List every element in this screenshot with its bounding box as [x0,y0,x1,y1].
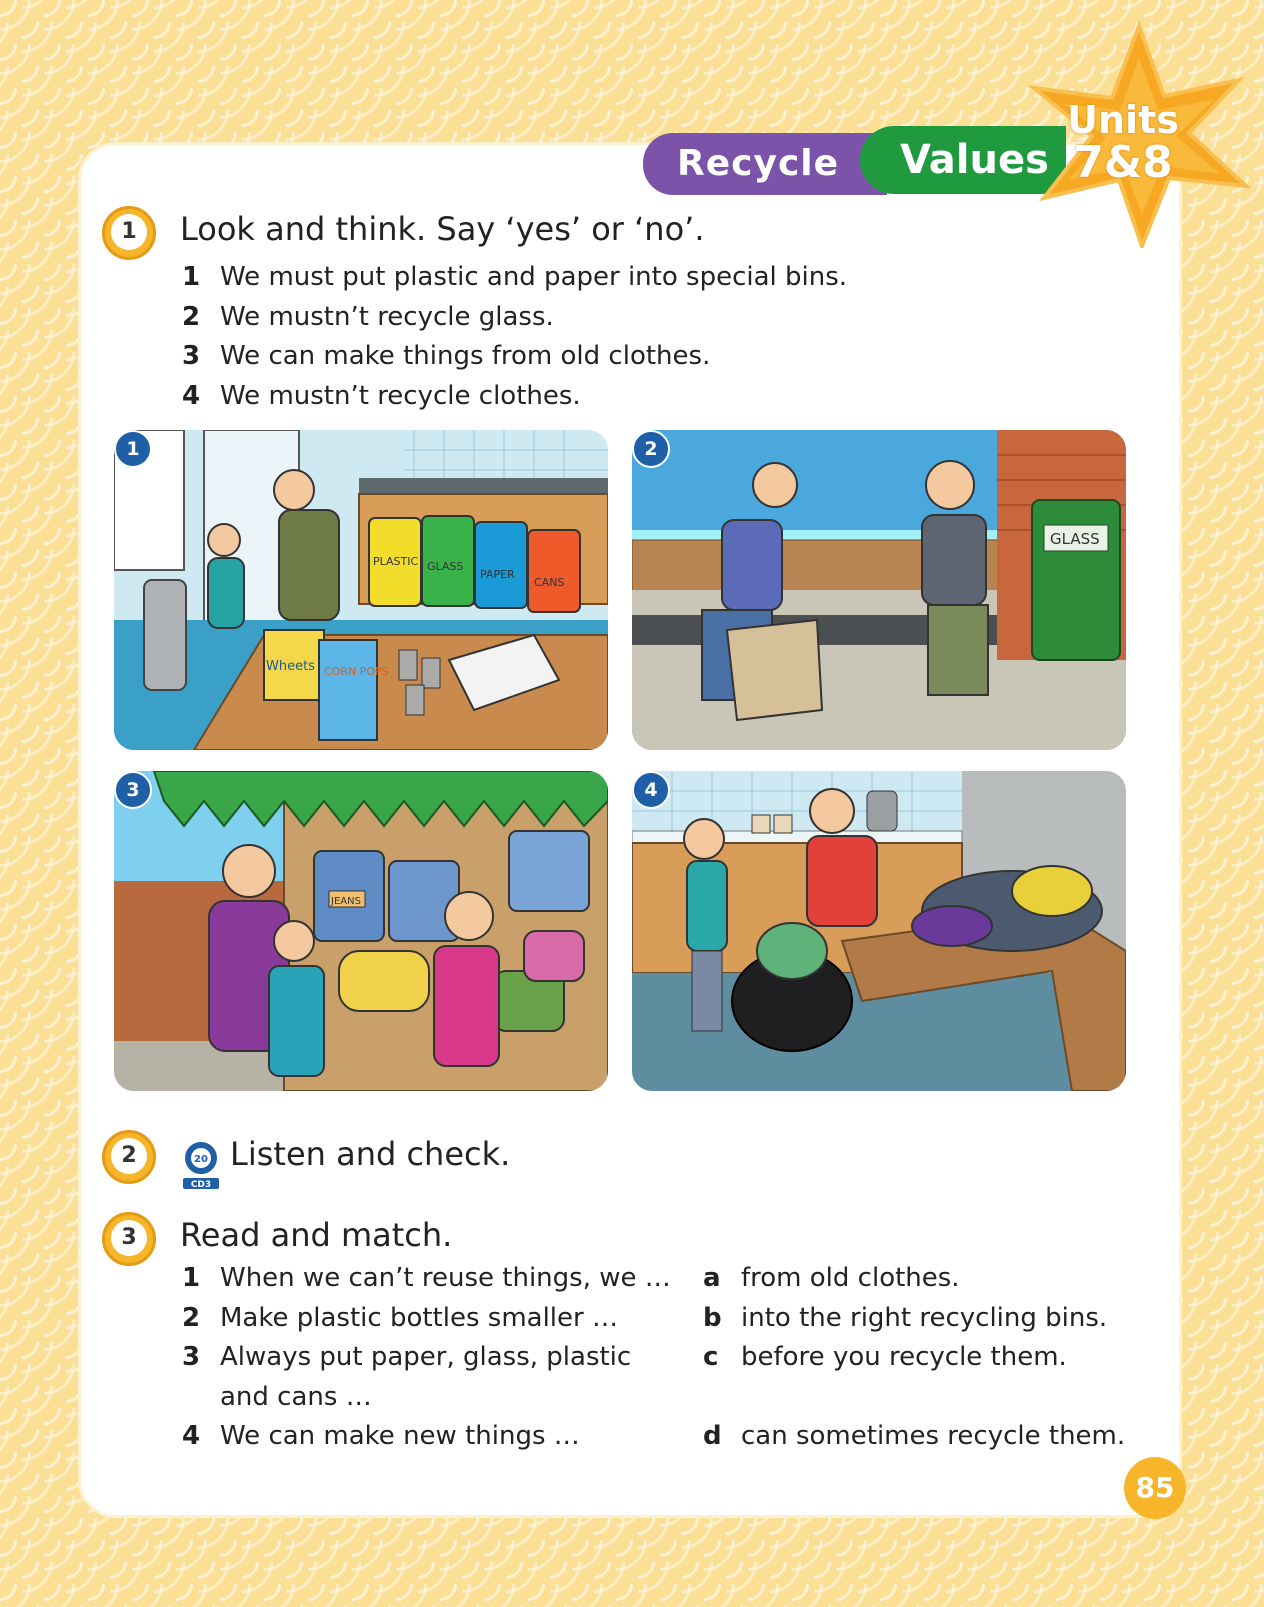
picture-3-number: 3 [114,771,152,809]
recycle-tab: Recycle [643,133,887,195]
cereal-box-label-2: CORN POPS [324,665,389,678]
picture-2-glass-bank [632,430,1126,750]
picture-3-jeans-bags [114,771,608,1091]
match-right-column [703,1259,1125,1457]
exercise-3-instruction: Read and match. [180,1216,453,1254]
bin-label-cans: CANS [534,576,565,589]
match-left-column [182,1259,671,1457]
list-item: 2 Make plastic bottles smaller … [182,1302,618,1333]
bag-tag: JEANS [331,896,361,907]
list-item: 2 We mustn’t recycle glass. [182,301,554,332]
glass-bin-label: GLASS [1050,530,1100,548]
picture-4-old-clothes [632,771,1126,1091]
page-number: 85 [1124,1457,1186,1519]
cereal-box-label-1: Wheets [266,659,315,674]
bin-label-plastic: PLASTIC [373,555,419,568]
bin-label-glass: GLASS [427,560,464,573]
list-item: c before you recycle them. [703,1342,1067,1372]
exercise-1-list [182,258,847,416]
exercise-1-instruction: Look and think. Say ‘yes’ or ‘no’. [180,210,705,248]
list-item: b into the right recycling bins. [703,1302,1108,1333]
picture-2-number: 2 [632,430,670,468]
picture-1-number: 1 [114,430,152,468]
list-item: 1 When we can’t reuse things, we … [182,1263,671,1293]
values-tab: Values [860,126,1066,194]
exercise-2-badge: 2 [102,1130,156,1184]
exercise-3-badge: 3 [102,1212,156,1266]
list-item: 1 We must put plastic and paper into special bins. [182,262,848,292]
list-item: 4 We mustn’t recycle clothes. [182,380,581,411]
svg-text:CD3: CD3 [190,1180,212,1190]
units-label: Units 7&8 [1067,98,1179,188]
picture-1-kitchen-bins [114,430,608,750]
exercise-1-badge: 1 [102,206,156,260]
picture-4-number: 4 [632,771,670,809]
exercise-2-instruction: Listen and check. [230,1135,511,1173]
cd-track-icon[interactable] [181,1140,221,1190]
list-item: 4 We can make new things … [182,1421,580,1451]
svg-text:20: 20 [194,1154,208,1165]
list-item: d can sometimes recycle them. [703,1421,1126,1451]
list-item: a from old clothes. [703,1263,960,1293]
bin-label-paper: PAPER [480,568,515,581]
list-item: 3 Always put paper, glass, plastic and cans … [182,1342,632,1412]
list-item: 3 We can make things from old clothes. [182,341,711,371]
